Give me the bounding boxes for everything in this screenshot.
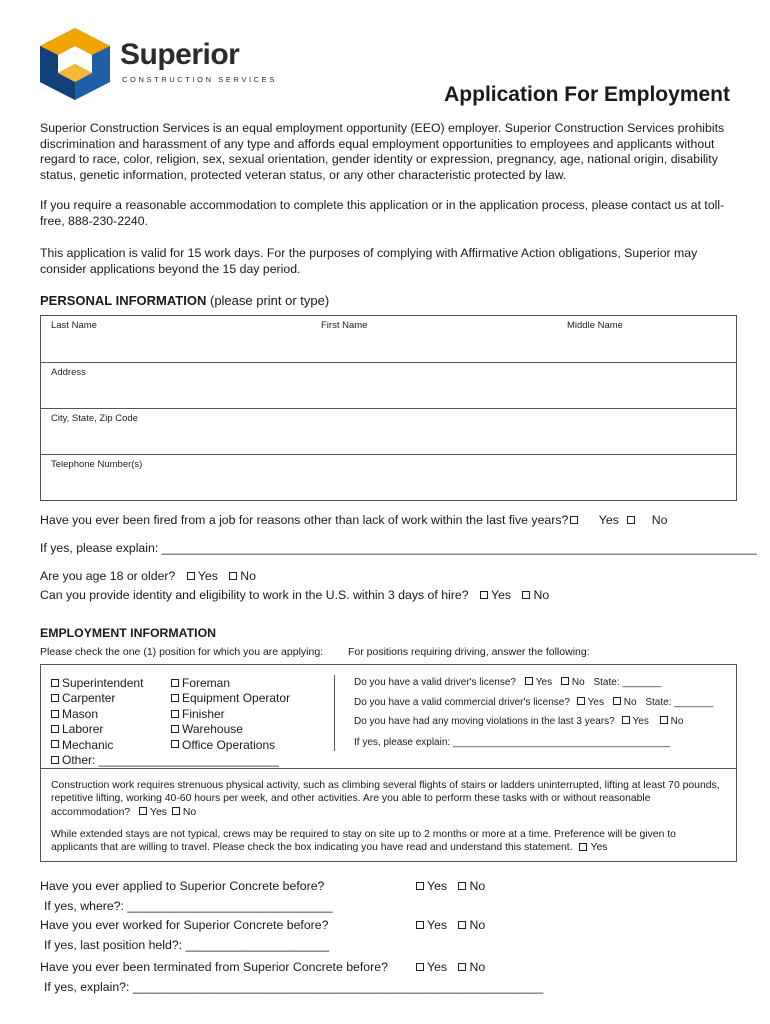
validity-statement: This application is valid for 15 work days. For the purposes of complying with Affirmative Action obligations, Superior may consider applications beyond the 15 day period.	[40, 246, 698, 276]
commercial-license-question	[354, 697, 713, 708]
fired-question	[40, 513, 667, 527]
position-checkbox[interactable]	[171, 679, 179, 687]
drivers-license-question	[354, 677, 661, 688]
accommodation-statement: If you require a reasonable accommodation to complete this application or in the application process, please contact us at toll-free, 888-230-2240.	[40, 198, 725, 228]
identity-question-text: Can you provide identity and eligibility to work in the U.S. within 3 days of hire?	[40, 588, 469, 602]
license-no-label: No	[571, 677, 585, 688]
driving-explain-line[interactable]: If yes, please explain: _______________________________________	[354, 737, 670, 748]
page-title: Application For Employment	[444, 83, 730, 106]
violations-yes-label: Yes	[632, 716, 649, 727]
worked-before-question: Have you ever worked for Superior Concrete before?	[40, 918, 329, 932]
worked-yes-checkbox[interactable]	[416, 921, 424, 929]
position-checkbox[interactable]	[51, 740, 59, 748]
violations-no-label: No	[670, 716, 684, 727]
position-checkbox[interactable]	[171, 740, 179, 748]
position-checkbox[interactable]	[51, 694, 59, 702]
worked-before-options	[416, 918, 485, 932]
applied-before-question: Have you ever applied to Superior Concrete before?	[40, 879, 325, 893]
address-row[interactable]	[41, 362, 736, 409]
position-checkbox[interactable]	[51, 725, 59, 733]
terminated-yes-checkbox[interactable]	[416, 963, 424, 971]
cdl-yes-checkbox[interactable]	[577, 697, 585, 705]
position-label: Equipment Operator	[182, 691, 291, 706]
worked-no-label: No	[469, 918, 486, 932]
terminated-explain-line[interactable]: If yes, explain?: ____________________________________________________________	[44, 980, 544, 994]
position-label: Foreman	[182, 676, 231, 690]
drivers-license-text: Do you have a valid driver's license?	[354, 677, 516, 688]
position-checkbox[interactable]	[171, 710, 179, 718]
address-label: Address	[51, 367, 86, 378]
fired-question-text: Have you ever been fired from a job for reasons other than lack of work within the last five years?	[40, 513, 569, 527]
employment-divider	[41, 768, 736, 769]
worked-no-checkbox[interactable]	[458, 921, 466, 929]
age-no-label: No	[240, 569, 256, 583]
personal-heading-text: PERSONAL INFORMATION	[40, 293, 207, 308]
physical-requirements-note	[51, 779, 723, 819]
position-label: Laborer	[62, 722, 104, 737]
travel-ack-label: Yes	[590, 842, 608, 854]
violations-no-checkbox[interactable]	[660, 716, 668, 724]
telephone-label: Telephone Number(s)	[51, 459, 143, 470]
position-option[interactable]	[171, 707, 290, 722]
applied-no-label: No	[469, 879, 486, 893]
position-label: Office Operations	[182, 737, 276, 752]
position-option[interactable]	[171, 676, 290, 691]
personal-info-form	[40, 315, 737, 501]
city-row[interactable]	[41, 408, 736, 455]
position-checkbox[interactable]	[51, 710, 59, 718]
license-state-field[interactable]: State: _______	[593, 677, 662, 688]
travel-note-text: While extended stays are not typical, crews may be required to stay on site up to 2 months or more at a time. Preference will be given to applicants that are willing to travel. Please check the box indicating you have read and understand this statement.	[51, 829, 676, 854]
license-no-checkbox[interactable]	[561, 677, 569, 685]
employment-form	[40, 664, 737, 862]
position-option-other[interactable]	[51, 753, 279, 768]
physical-no-checkbox[interactable]	[172, 807, 180, 815]
position-checkbox[interactable]	[171, 694, 179, 702]
position-checkbox[interactable]	[51, 756, 59, 764]
moving-violations-question	[354, 716, 683, 727]
identity-no-checkbox[interactable]	[522, 591, 530, 599]
travel-ack-checkbox[interactable]	[579, 843, 587, 851]
position-label: Warehouse	[182, 722, 243, 737]
age-yes-checkbox[interactable]	[187, 572, 195, 580]
license-yes-checkbox[interactable]	[525, 677, 533, 685]
commercial-license-text: Do you have a valid commercial driver's license?	[354, 697, 570, 708]
position-label: Finisher	[182, 706, 225, 721]
check-one-instruction: Please check the one (1) position for which you are applying:	[40, 646, 324, 658]
position-label: Mechanic	[62, 737, 114, 752]
applied-before-options	[416, 879, 485, 893]
cdl-no-label: No	[623, 697, 637, 708]
identity-yes-label: Yes	[491, 588, 512, 602]
position-checkbox[interactable]	[171, 725, 179, 733]
cdl-state-field[interactable]: State: _______	[645, 697, 714, 708]
fired-no-label: No	[651, 513, 668, 527]
identity-question	[40, 588, 549, 602]
position-label: Mason	[62, 706, 99, 721]
company-logo	[38, 26, 112, 102]
positions-right-list	[171, 676, 290, 753]
age-question	[40, 569, 256, 583]
position-label: Carpenter	[62, 691, 116, 706]
identity-yes-checkbox[interactable]	[480, 591, 488, 599]
cdl-yes-label: Yes	[587, 697, 604, 708]
brand-subtitle: CONSTRUCTION SERVICES	[122, 75, 277, 84]
travel-requirements-note	[51, 828, 723, 855]
violations-yes-checkbox[interactable]	[622, 716, 630, 724]
age-yes-label: Yes	[197, 569, 218, 583]
fired-no-checkbox[interactable]	[627, 516, 635, 524]
position-checkbox[interactable]	[51, 679, 59, 687]
driving-instruction: For positions requiring driving, answer the following:	[348, 646, 590, 658]
column-divider	[334, 675, 335, 751]
terminated-yes-label: Yes	[427, 960, 448, 974]
cdl-no-checkbox[interactable]	[613, 697, 621, 705]
physical-note-text: Construction work requires strenuous physical activity, such as climbing several flights of stairs or ladders uninterrupted, lifting at least 70 pounds, repetitive lifting, working 40-60 hours per week, and other activities. Are you able to perform these tasks with or without reasonable accommodation?	[51, 780, 720, 818]
personal-info-heading	[40, 293, 329, 308]
city-label: City, State, Zip Code	[51, 413, 138, 424]
position-option[interactable]	[171, 722, 290, 737]
eeo-statement: Superior Construction Services is an equal employment opportunity (EEO) employer. Superior Construction Services prohibits discrimination and harassment of any type and affords equal employment opportunities to employees and applicants without regard to race, color, religion, sex, sexual orientation, gender identity or expression, pregnancy, age, national origin, disability status, genetic information, protected veteran status, or any other characteristic protected by law.	[40, 121, 725, 182]
physical-yes-label: Yes	[150, 806, 167, 818]
license-yes-label: Yes	[535, 677, 553, 688]
position-option[interactable]	[171, 691, 290, 706]
name-row	[41, 316, 736, 363]
personal-heading-note: (please print or type)	[209, 293, 330, 308]
brand-name: Superior	[120, 38, 240, 71]
identity-no-label: No	[533, 588, 550, 602]
phone-row[interactable]	[41, 454, 736, 500]
position-other-label: Other: ___________________________	[62, 753, 279, 768]
employment-heading: EMPLOYMENT INFORMATION	[40, 626, 217, 640]
terminated-question: Have you ever been terminated from Superior Concrete before?	[40, 960, 388, 974]
moving-violations-text: Do you have had any moving violations in the last 3 years?	[354, 716, 615, 727]
terminated-options	[416, 960, 485, 974]
worked-yes-label: Yes	[427, 918, 448, 932]
age-question-text: Are you age 18 or older?	[40, 569, 176, 583]
terminated-no-label: No	[469, 960, 486, 974]
physical-no-label: No	[182, 806, 197, 818]
terminated-no-checkbox[interactable]	[458, 963, 466, 971]
middle-name-label: Middle Name	[567, 320, 623, 331]
last-position-line[interactable]: If yes, last position held?: _____________________	[44, 938, 330, 952]
fired-yes-checkbox[interactable]	[570, 516, 578, 524]
fired-yes-label: Yes	[598, 513, 619, 527]
first-name-label: First Name	[321, 320, 368, 331]
applied-yes-label: Yes	[427, 879, 448, 893]
position-label: Superintendent	[62, 676, 144, 690]
fired-explain-line[interactable]: If yes, please explain: _______________________________________________________________________________________	[40, 541, 757, 555]
age-no-checkbox[interactable]	[229, 572, 237, 580]
last-name-label: Last Name	[51, 320, 97, 331]
applied-no-checkbox[interactable]	[458, 882, 466, 890]
applied-yes-checkbox[interactable]	[416, 882, 424, 890]
physical-yes-checkbox[interactable]	[139, 807, 147, 815]
applied-where-line[interactable]: If yes, where?: ______________________________	[44, 899, 333, 913]
position-option[interactable]	[171, 738, 290, 753]
